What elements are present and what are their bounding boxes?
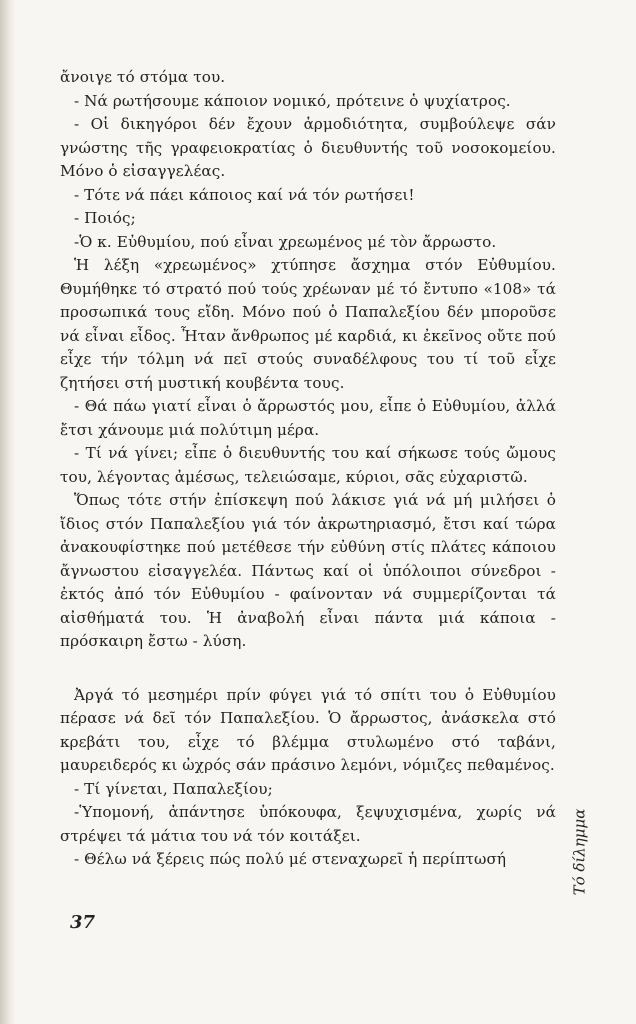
dialogue-paragraph: - Οἱ δικηγόροι δέν ἔχουν ἁρμοδιότητα, συμβούλεψε σάν γνώστης τῆς γραφειοκρατίας ὁ διευθυντής τοῦ νοσοκομείου. Μόνο ὁ εἰσαγγελέας. [60,115,556,180]
narrative-paragraph: Ἀργά τό μεσημέρι πρίν φύγει γιά τό σπίτι του ὁ Εὐθυμίου πέρασε νά δεῖ τόν Παπαλεξίου. Ὁ ἄρρωστος, ἀνάσκελα στό κρεβάτι του, εἶχε τό βλέμμα στυλωμένο στό ταβάνι, μαυρειδερός κι ὠχρός σάν πράσινο λεμόνι, νόμιζες πεθαμένος. [60,685,556,774]
dialogue-line: - Θέλω νά ξέρεις πώς πολύ μέ στεναχωρεῖ ἡ περίπτωσή [74,850,507,868]
page-number: 37 [70,912,96,933]
running-head-title: Τό δίλημμα [570,808,588,896]
page-body-text [60,66,556,872]
dialogue-line: - Νά ρωτήσουμε κάποιον νομικό, πρότεινε ὁ ψυχίατρος. [74,91,511,110]
dialogue-paragraph: - Τί νά γίνει; εἶπε ὁ διευθυντής του καί σήκωσε τούς ὤμους του, λέγοντας ἀμέσως, τελειώσαμε, κύριοι, σᾶς εὐχαριστῶ. [60,444,556,486]
running-head [565,802,593,902]
dialogue-line: - Τί γίνεται, Παπαλεξίου; [74,779,273,798]
text-line: ἄνοιγε τό στόμα του. [60,68,226,86]
dialogue-paragraph: -Ὑπομονή, ἀπάντησε ὑπόκουφα, ξεψυχισμένα, χωρίς νά στρέψει τά μάτια του νά τόν κοιτάξει. [60,803,556,845]
scan-shadow-edge [0,0,16,1024]
dialogue-line: -Ὁ κ. Εὐθυμίου, πού εἶναι χρεωμένος μέ τὸν ἄρρωστο. [74,232,497,251]
section-gap [60,654,556,684]
narrative-paragraph: Ὅπως τότε στήν ἐπίσκεψη πού λάκισε γιά νά μή μιλήσει ὁ ἴδιος στόν Παπαλεξίου γιά τόν ἀκρωτηριασμό, ἔτσι καί τώρα ἀνακουφίστηκε πού μετέθεσε τήν εὐθύνη στίς πλάτες κάποιου ἄγνωστου εἰσαγγελέα. Πάντως καί οἱ ὑπόλοιποι σύνεδροι - ἐκτός ἀπό τόν Εὐθυμίου - φαίνονταν νά συμμερίζονται τά αἰσθήματά του. Ἡ ἀναβολή εἶναι πάντα μιά κάποια - πρόσκαιρη ἔστω - λύση. [60,491,556,650]
dialogue-line: - Ποιός; [74,209,136,227]
dialogue-line: - Τότε νά πάει κάποιος καί νά τόν ρωτήσει! [74,185,415,204]
dialogue-paragraph: - Θά πάω γιατί εἶναι ὁ ἄρρωστός μου, εἶπε ὁ Εὐθυμίου, ἀλλά ἔτσι χάνουμε μιά πολύτιμη μέρα. [60,397,556,439]
narrative-paragraph: Ἡ λέξη «χρεωμένος» χτύπησε ἄσχημα στόν Εὐθυμίου. Θυμήθηκε τό στρατό πού τούς χρέωναν μέ τό ἔντυπο «108» τά προσωπικά τους εἴδη. Μόνο πού ὁ Παπαλεξίου δέν μποροῦσε νά εἶναι εἶδος. Ἦταν ἄνθρωπος μέ καρδιά, κι ἐκεῖνος οὔτε πού εἶχε τήν τόλμη νά πεῖ στούς συναδέλφους του τί τοῦ εἶχε ζητήσει στή μυστική κουβέντα τους. [60,256,556,392]
